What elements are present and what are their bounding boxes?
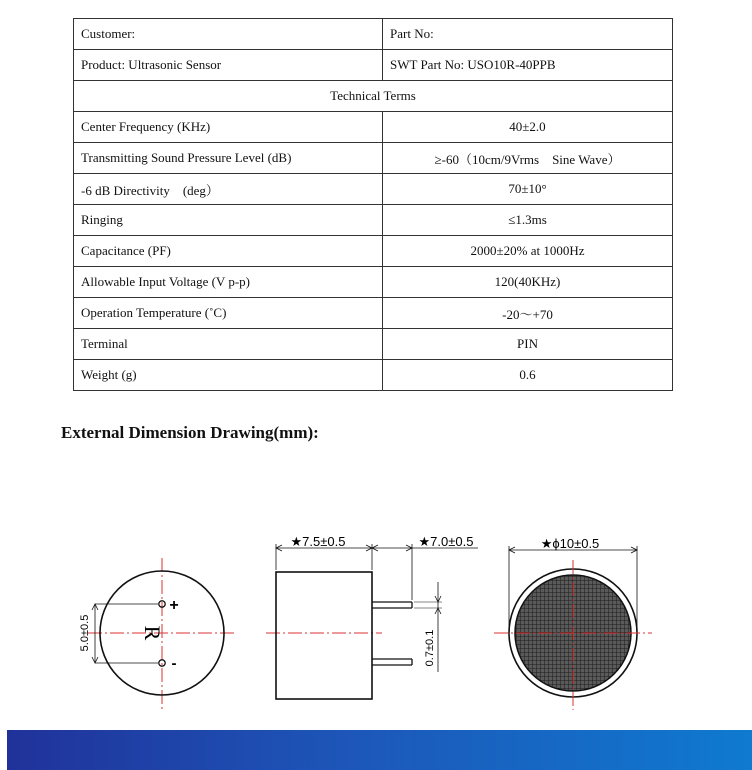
pin-diameter-label: 0.7±0.1 bbox=[423, 629, 436, 667]
spec-name: Terminal bbox=[74, 329, 383, 360]
spec-name: Capacitance (PF) bbox=[74, 236, 383, 267]
table-row bbox=[74, 205, 673, 236]
spec-value: 40±2.0 bbox=[383, 112, 673, 143]
spec-table bbox=[73, 18, 673, 391]
spec-name: Weight (g) bbox=[74, 360, 383, 391]
spec-name: Transmitting Sound Pressure Level (dB) bbox=[74, 143, 383, 174]
table-row bbox=[74, 267, 673, 298]
spec-name: Allowable Input Voltage (V p-p) bbox=[74, 267, 383, 298]
spec-name: -6 dB Directivity (deg） bbox=[74, 174, 383, 205]
spec-value: ≥-60（10cm/9Vrms Sine Wave） bbox=[383, 143, 673, 174]
table-row bbox=[74, 329, 673, 360]
pin-length-label: ★7.0±0.5 bbox=[418, 534, 474, 549]
table-row bbox=[74, 112, 673, 143]
spec-value: PIN bbox=[383, 329, 673, 360]
spec-value: 120(40KHz) bbox=[383, 267, 673, 298]
section-title: Technical Terms bbox=[74, 81, 673, 112]
drawing-heading: External Dimension Drawing(mm): bbox=[61, 423, 319, 442]
spec-value: -20～+70 bbox=[383, 298, 673, 329]
spec-value: ≤1.3ms bbox=[383, 205, 673, 236]
spec-name: Operation Temperature (˚C) bbox=[74, 298, 383, 329]
plus-sign: + bbox=[169, 597, 179, 614]
spec-name: Center Frequency (KHz) bbox=[74, 112, 383, 143]
spec-value: 70±10° bbox=[383, 174, 673, 205]
table-row bbox=[74, 143, 673, 174]
minus-sign: - bbox=[171, 655, 177, 672]
table-row bbox=[74, 298, 673, 329]
spec-value: 0.6 bbox=[383, 360, 673, 391]
front-view bbox=[79, 558, 235, 710]
table-row bbox=[74, 360, 673, 391]
pin-spacing-label: 5.0±0.5 bbox=[78, 614, 91, 652]
outer-diameter-label: ★ϕ10±0.5 bbox=[540, 536, 600, 551]
side-view bbox=[266, 534, 478, 699]
customer-label: Customer: bbox=[74, 19, 383, 50]
r-marking: R bbox=[139, 625, 165, 641]
table-row bbox=[74, 236, 673, 267]
part-no-label: Part No: bbox=[383, 19, 673, 50]
footer-bar bbox=[7, 730, 752, 770]
table-row bbox=[74, 19, 673, 50]
table-row bbox=[74, 174, 673, 205]
spec-value: 2000±20% at 1000Hz bbox=[383, 236, 673, 267]
product-name: Product: Ultrasonic Sensor bbox=[74, 50, 383, 81]
table-row bbox=[74, 50, 673, 81]
table-row bbox=[74, 81, 673, 112]
spec-name: Ringing bbox=[74, 205, 383, 236]
body-height-label: ★7.5±0.5 bbox=[290, 534, 346, 549]
swt-part-no: SWT Part No: USO10R-40PPB bbox=[383, 50, 673, 81]
top-view bbox=[494, 536, 652, 710]
dimension-drawing bbox=[0, 520, 752, 720]
